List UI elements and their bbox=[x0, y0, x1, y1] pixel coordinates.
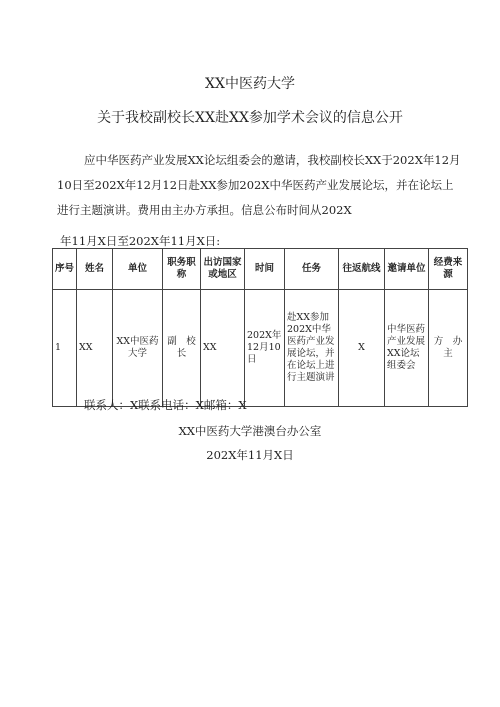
header-cell: 单位 bbox=[113, 249, 163, 290]
document-title: XX中医药大学 bbox=[205, 76, 295, 92]
header-cell: 出访国家或地区 bbox=[201, 249, 245, 290]
header-cell: 时间 bbox=[245, 249, 285, 290]
disclosure-period: 年11月X日至202X年11月X日: bbox=[60, 234, 221, 248]
issue-date: 202X年11月X日 bbox=[206, 448, 294, 462]
body-paragraph: 应中华医药产业发展XX论坛组委会的邀请，我校副校长XX于202X年12月10日至202X年12月12日赴XX参加202X中华医药产业发展论坛，并在论坛上进行主题演讲。费用由主办方承担。信息公布时间从202X bbox=[57, 153, 461, 217]
header-cell: 任务 bbox=[285, 249, 339, 290]
cell-position: 副 校长 bbox=[163, 290, 201, 407]
header-cell: 姓名 bbox=[77, 249, 113, 290]
cell-inviter: 中华医药产业发展XX论坛组委会 bbox=[385, 290, 429, 407]
header-cell: 经费来源 bbox=[429, 249, 468, 290]
cell-funding: 方 办主 bbox=[429, 290, 468, 407]
cell-unit: XX中医药大学 bbox=[113, 290, 163, 407]
document-subtitle: 关于我校副校长XX赴XX参加学术会议的信息公开 bbox=[97, 110, 403, 126]
header-cell: 往返航线 bbox=[339, 249, 385, 290]
cell-country: XX bbox=[201, 290, 245, 407]
contact-info: 联系人：X联系电话：X邮箱：X bbox=[84, 398, 247, 412]
table-row bbox=[53, 290, 468, 407]
visit-info-table bbox=[52, 248, 468, 407]
header-cell: 邀请单位 bbox=[385, 249, 429, 290]
table-header-row bbox=[53, 249, 468, 290]
issuing-office: XX中医药大学港澳台办公室 bbox=[178, 424, 322, 438]
cell-name: XX bbox=[77, 290, 113, 407]
header-cell: 职务职称 bbox=[163, 249, 201, 290]
cell-time: 202X年12月10日 bbox=[245, 290, 285, 407]
header-cell: 序号 bbox=[53, 249, 77, 290]
cell-no: 1 bbox=[53, 290, 77, 407]
cell-task: 赴XX参加202X中华医药产业发展论坛，并在论坛上进行主题演讲 bbox=[285, 290, 339, 407]
cell-route: X bbox=[339, 290, 385, 407]
